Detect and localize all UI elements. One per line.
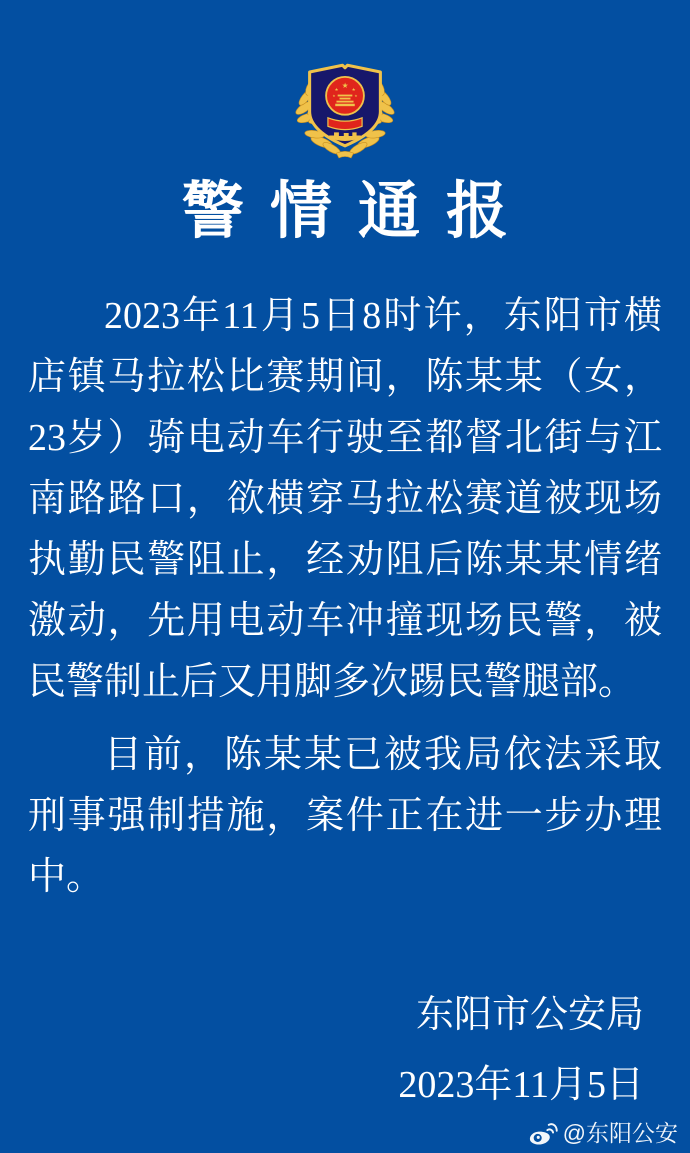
police-emblem bbox=[0, 0, 690, 164]
notice-body bbox=[28, 286, 662, 908]
police-emblem-icon bbox=[284, 52, 406, 164]
notice-paragraph-1: 2023年11月5日8时许，东阳市横店镇马拉松比赛期间，陈某某（女，23岁）骑电动车行驶至都督北街与江南路路口，欲横穿马拉松赛道被现场执勤民警阻止，经劝阻后陈某某情绪激动，先用电动车冲撞现场民警，被民警制止后又用脚多次踢民警腿部。 bbox=[28, 295, 662, 703]
signature-block bbox=[398, 994, 644, 1106]
notice-title: 警情通报 bbox=[181, 178, 535, 246]
svg-text:★: ★ bbox=[354, 94, 358, 99]
signature-agency: 东阳市公安局 bbox=[415, 994, 644, 1036]
weibo-watermark bbox=[527, 1119, 678, 1147]
notice-paragraph-2: 目前，陈某某已被我局依法采取刑事强制措施，案件正在进一步办理中。 bbox=[28, 734, 662, 898]
svg-text:★: ★ bbox=[351, 86, 356, 92]
watermark-handle: @东阳公安 bbox=[562, 1120, 678, 1146]
svg-text:★: ★ bbox=[332, 94, 336, 99]
svg-text:★: ★ bbox=[334, 86, 339, 92]
weibo-icon bbox=[527, 1121, 558, 1146]
svg-text:★: ★ bbox=[341, 80, 349, 90]
signature-date: 2023年11月5日 bbox=[398, 1064, 644, 1106]
